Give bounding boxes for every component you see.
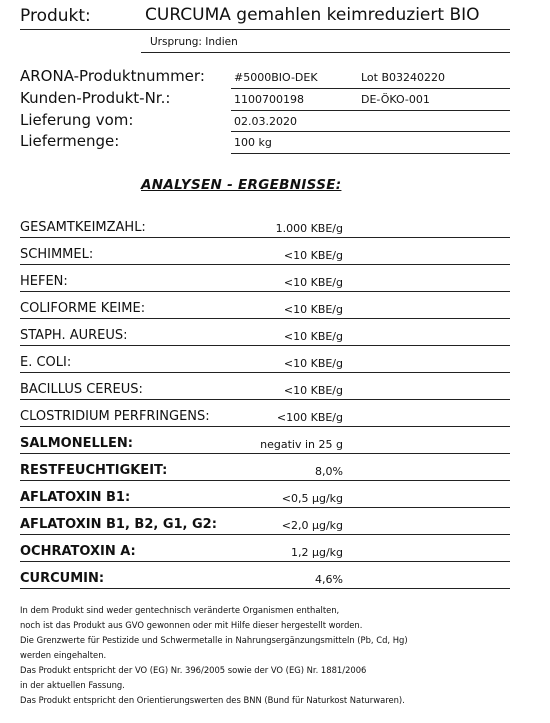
analysis-label-yeast: HEFEN: xyxy=(20,274,68,289)
origin-underline xyxy=(141,52,510,53)
info-label-delivery-date: Lieferung vom: xyxy=(20,111,134,129)
analysis-value-staph: <10 KBE/g xyxy=(283,330,343,343)
footer-line: Das Produkt entspricht den Orientierungswerten des BNN (Bund für Naturkost Naturwaren). xyxy=(20,695,405,705)
analysis-value-clostridium: <100 KBE/g xyxy=(276,411,343,424)
analysis-value-bacillus: <10 KBE/g xyxy=(283,384,343,397)
analysis-value-ecoli: <10 KBE/g xyxy=(283,357,343,370)
analysis-value-curcumin: 4,6% xyxy=(315,573,343,586)
analysis-value-aflatoxin-total: <2,0 µg/kg xyxy=(281,519,343,532)
row-divider xyxy=(20,480,510,481)
row-divider xyxy=(20,345,510,346)
info-value-certification: DE-ÖKO-001 xyxy=(361,93,430,106)
info-value-quantity: 100 kg xyxy=(234,136,272,149)
row-divider xyxy=(20,237,510,238)
row-divider xyxy=(20,588,510,589)
analysis-value-coliforms: <10 KBE/g xyxy=(283,303,343,316)
analysis-label-coliforms: COLIFORME KEIME: xyxy=(20,301,146,316)
row-divider xyxy=(20,453,510,454)
analysis-title: ANALYSEN - ERGEBNISSE: xyxy=(141,177,342,193)
analysis-label-total-count: GESAMTKEIMZAHL: xyxy=(20,220,146,235)
info-label-product-number: ARONA-Produktnummer: xyxy=(20,67,205,85)
product-label: Produkt: xyxy=(20,6,91,26)
analysis-label-moisture: RESTFEUCHTIGKEIT: xyxy=(20,463,168,478)
footer-line: in der aktuellen Fassung. xyxy=(20,680,125,690)
analysis-label-curcumin: CURCUMIN: xyxy=(20,571,105,586)
analysis-label-aflatoxin-total: AFLATOXIN B1, B2, G1, G2: xyxy=(20,517,217,532)
info-value-customer-number: 1100700198 xyxy=(234,93,304,106)
info-value-delivery-date: 02.03.2020 xyxy=(234,115,297,128)
row-divider xyxy=(20,372,510,373)
footer-line: noch ist das Produkt aus GVO gewonnen oder mit Hilfe dieser hergestellt worden. xyxy=(20,620,363,630)
product-underline xyxy=(20,29,510,30)
analysis-label-staph: STAPH. AUREUS: xyxy=(20,328,128,343)
row-divider xyxy=(20,534,510,535)
row-divider xyxy=(20,507,510,508)
analysis-value-ochratoxin: 1,2 µg/kg xyxy=(290,546,343,559)
analysis-label-bacillus: BACILLUS CEREUS: xyxy=(20,382,143,397)
row-divider xyxy=(20,426,510,427)
info-label-quantity: Liefermenge: xyxy=(20,132,120,150)
analysis-value-total-count: 1.000 KBE/g xyxy=(275,222,343,235)
row-divider xyxy=(20,561,510,562)
info-underline xyxy=(231,153,510,154)
row-divider xyxy=(20,291,510,292)
footer-line: In dem Produkt sind weder gentechnisch veränderte Organismen enthalten, xyxy=(20,605,340,615)
analysis-value-mold: <10 KBE/g xyxy=(283,249,343,262)
footer-line: Die Grenzwerte für Pestizide und Schwermetalle in Nahrungsergänzungsmitteln (Pb, Cd, Hg) xyxy=(20,635,408,645)
info-underline xyxy=(231,88,510,89)
analysis-value-yeast: <10 KBE/g xyxy=(283,276,343,289)
info-underline xyxy=(231,131,510,132)
row-divider xyxy=(20,264,510,265)
info-value-product-number: #5000BIO-DEK xyxy=(234,71,318,84)
analysis-label-ochratoxin: OCHRATOXIN A: xyxy=(20,544,136,559)
row-divider xyxy=(20,318,510,319)
product-name: CURCUMA gemahlen keimreduziert BIO xyxy=(145,5,480,25)
product-origin: Ursprung: Indien xyxy=(150,36,238,48)
analysis-value-moisture: 8,0% xyxy=(315,465,343,478)
info-value-lot: Lot B03240220 xyxy=(361,71,446,84)
footer-line: Das Produkt entspricht der VO (EG) Nr. 396/2005 sowie der VO (EG) Nr. 1881/2006 xyxy=(20,665,367,675)
analysis-value-salmonella: negativ in 25 g xyxy=(260,438,343,451)
analysis-label-clostridium: CLOSTRIDIUM PERFRINGENS: xyxy=(20,409,210,424)
analysis-label-salmonella: SALMONELLEN: xyxy=(20,436,133,451)
row-divider xyxy=(20,399,510,400)
analysis-label-ecoli: E. COLI: xyxy=(20,355,72,370)
info-underline xyxy=(231,110,510,111)
analysis-label-mold: SCHIMMEL: xyxy=(20,247,94,262)
footer-line: werden eingehalten. xyxy=(20,650,107,660)
analysis-value-aflatoxin-b1: <0,5 µg/kg xyxy=(281,492,343,505)
info-label-customer-number: Kunden-Produkt-Nr.: xyxy=(20,89,171,107)
analysis-label-aflatoxin-b1: AFLATOXIN B1: xyxy=(20,490,131,505)
